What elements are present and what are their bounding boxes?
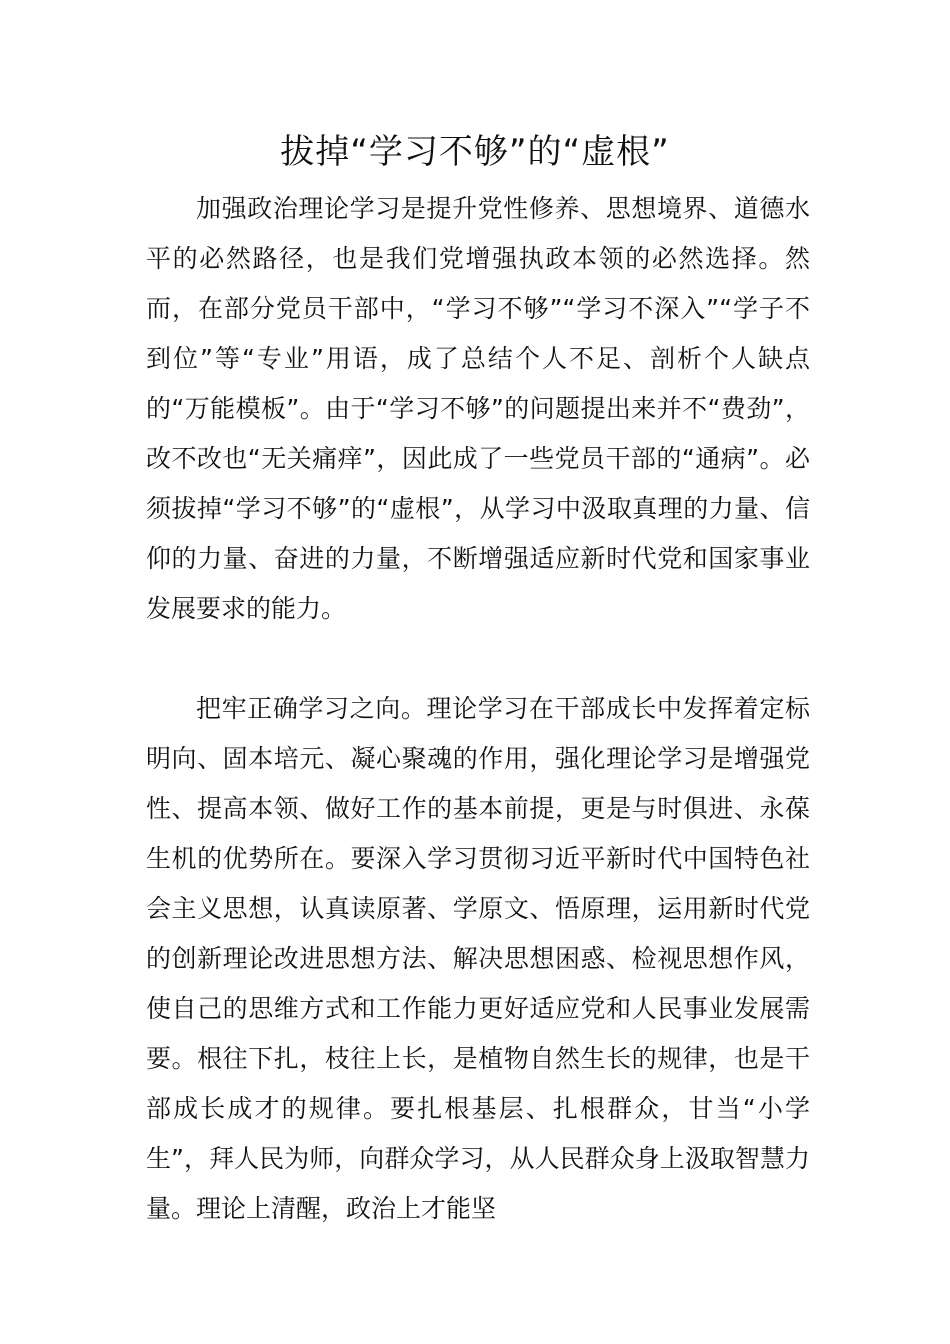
document-title: 拔掉“学习不够”的“虚根” <box>280 132 670 172</box>
paragraph-direction: 把牢正确学习之向。理论学习在干部成长中发挥着定标明向、固本培元、凝心聚魂的作用，强化理论学习是增强党性、提高本领、做好工作的基本前提，更是与时俱进、永葆生机的优势所在。要深入学习贯彻习近平新时代中国特色社会主义思想，认真读原著、学原文、悟原理，运用新时代党的创新理论改进思想方法、解决思想困惑、检视思想作风，使自己的思维方式和工作能力更好适应党和人民事业发展需要。根往下扎，枝往上长，是植物自然生长的规律，也是干部成长成才的规律。要扎根基层、扎根群众，甘当“小学生”，拜人民为师，向群众学习，从人民群众身上汲取智慧力量。理论上清醒，政治上才能坚 <box>146 694 810 1223</box>
paragraph-intro: 加强政治理论学习是提升党性修养、思想境界、道德水平的必然路径，也是我们党增强执政本领的必然选择。然而，在部分党员干部中，“学习不够”“学习不深入”“学子不到位”等“专业”用语，成了总结个人不足、剖析个人缺点的“万能模板”。由于“学习不够”的问题提出来并不“费劲”，改不改也“无关痛痒”，因此成了一些党员干部的“通病”。必须拔掉“学习不够”的“虚根”，从学习中汲取真理的力量、信仰的力量、奋进的力量，不断增强适应新时代党和国家事业发展要求的能力。 <box>146 194 810 623</box>
